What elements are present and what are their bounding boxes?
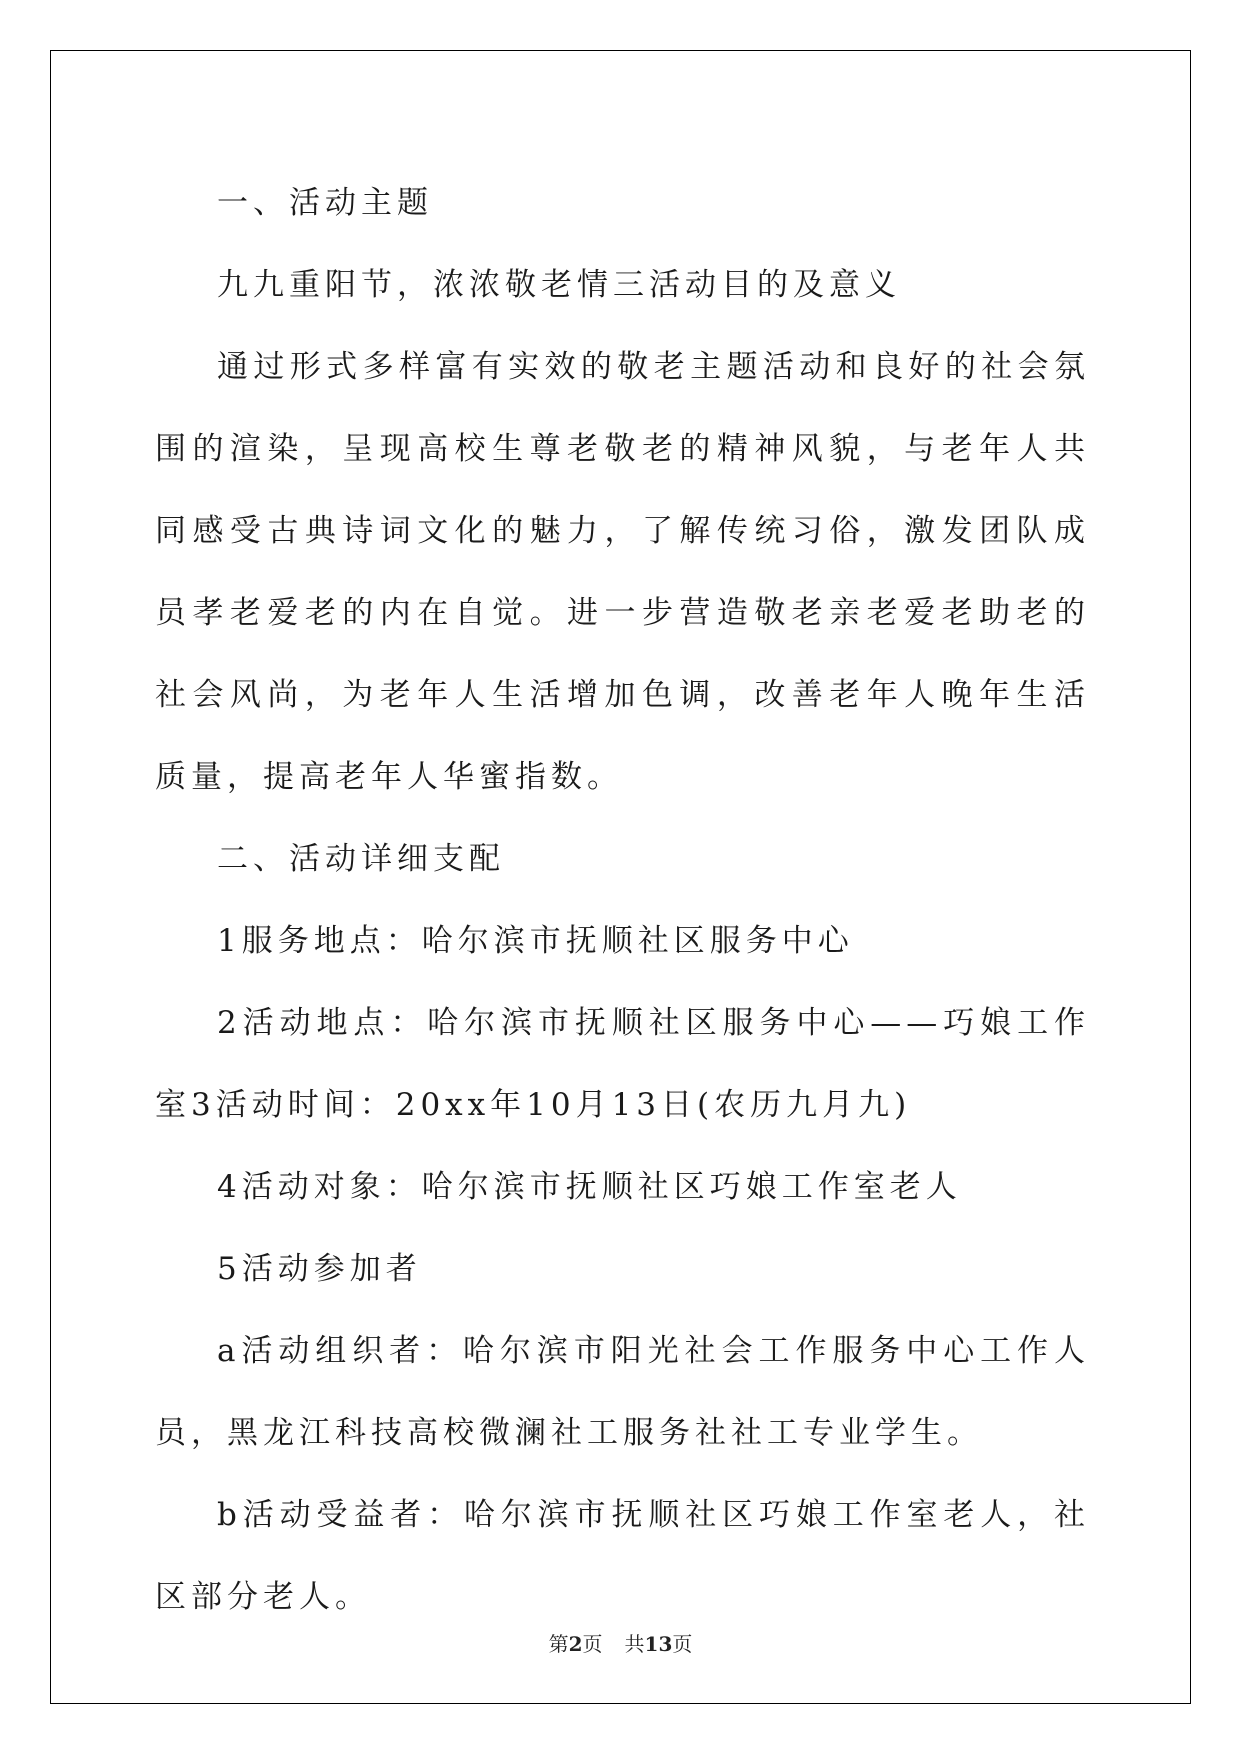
footer-total-suffix: 页 bbox=[672, 1632, 693, 1656]
section-heading-theme: 一、活动主题 bbox=[217, 185, 433, 221]
footer-page-prefix: 第 bbox=[548, 1632, 569, 1656]
document-body bbox=[155, 162, 1090, 1638]
theme-title: 九九重阳节，浓浓敬老情三活动目的及意义 bbox=[217, 267, 901, 303]
organizers-paragraph: a活动组织者：哈尔滨市阳光社会工作服务中心工作人员，黑龙江科技高校微澜社工服务社社工专业学生。 bbox=[155, 1333, 1090, 1451]
section-heading-arrangement: 二、活动详细支配 bbox=[217, 841, 505, 877]
activity-location-time: 2活动地点：哈尔滨市抚顺社区服务中心——巧娘工作室3活动时间：20xx年10月13日(农历九月九) bbox=[155, 1005, 1090, 1123]
footer-page-suffix: 页 bbox=[582, 1632, 603, 1656]
activity-target: 4活动对象：哈尔滨市抚顺社区巧娘工作室老人 bbox=[217, 1169, 962, 1205]
footer-page-current: 2 bbox=[568, 1632, 583, 1656]
page-footer bbox=[0, 1628, 1241, 1657]
footer-total-prefix: 共 bbox=[624, 1632, 645, 1656]
beneficiaries-paragraph: b活动受益者：哈尔滨市抚顺社区巧娘工作室老人，社区部分老人。 bbox=[155, 1497, 1090, 1615]
footer-page-total: 13 bbox=[644, 1632, 673, 1656]
service-location: 1服务地点：哈尔滨市抚顺社区服务中心 bbox=[217, 923, 854, 959]
participants-heading: 5活动参加者 bbox=[217, 1251, 422, 1287]
purpose-paragraph: 通过形式多样富有实效的敬老主题活动和良好的社会氛围的渲染，呈现高校生尊老敬老的精神风貌，与老年人共同感受古典诗词文化的魅力，了解传统习俗，激发团队成员孝老爱老的内在自觉。进一步营造敬老亲老爱老助老的社会风尚，为老年人生活增加色调，改善老年人晚年生活质量，提高老年人华蜜指数。 bbox=[155, 349, 1090, 795]
